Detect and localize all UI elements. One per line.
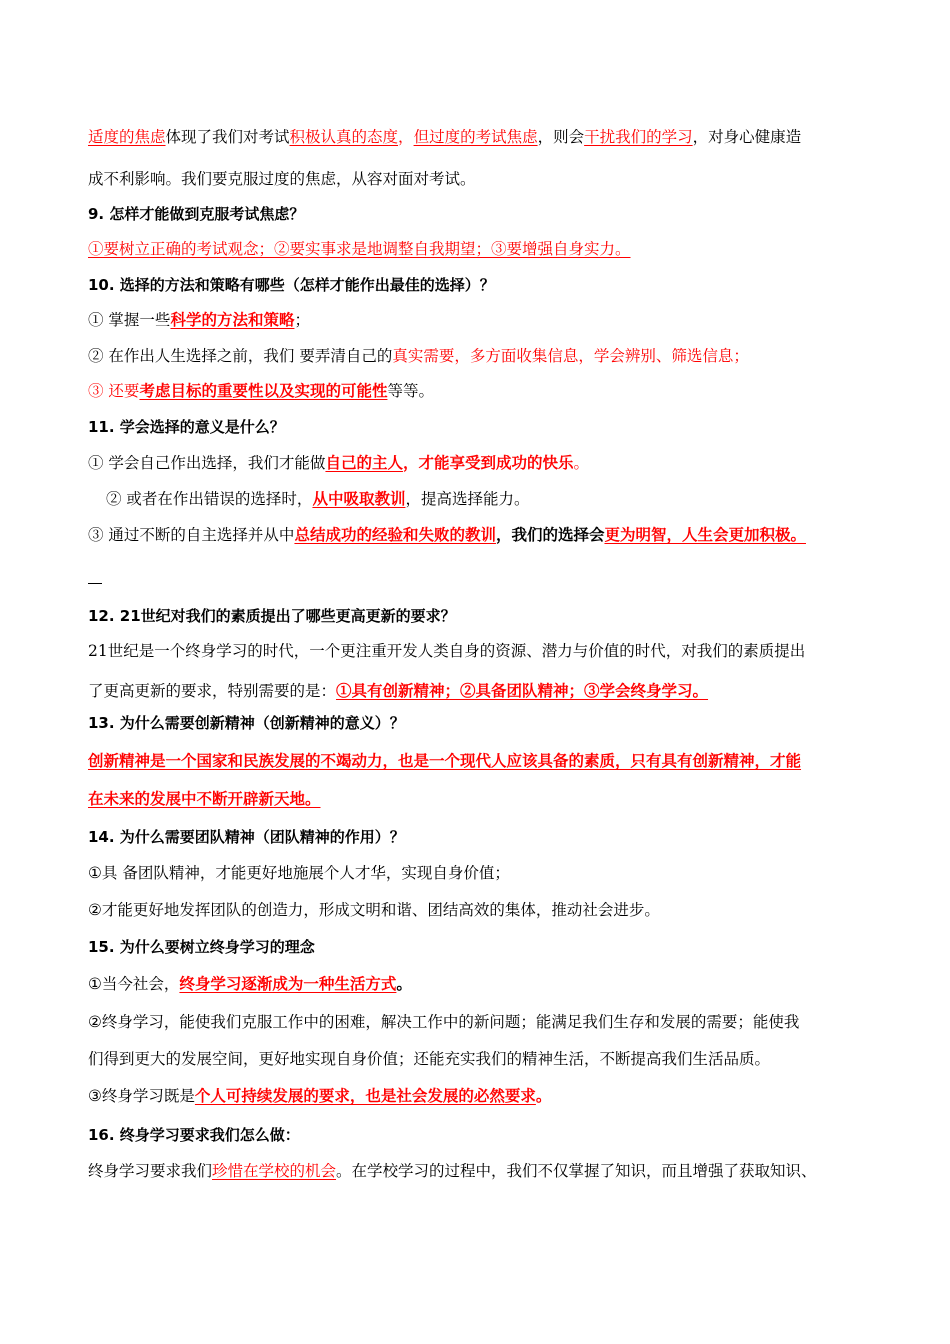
question-9: 9. 怎样才能做到克服考试焦虑？ — [88, 205, 305, 223]
body-text: ，对身心健康造 — [692, 128, 802, 146]
question-10: 10. 选择的方法和策略有哪些（怎样才能作出最佳的选择）？ — [88, 276, 495, 294]
answer-15-1: ①当今社会，终身学习逐渐成为一种生活方式。 — [88, 975, 412, 993]
highlight-text: 考虑目标的重要性以及实现的可能性 — [139, 381, 388, 400]
body-text: 体现了我们对考试 — [165, 128, 290, 146]
answer-16: 终身学习要求我们珍惜在学校的机会。在学校学习的过程中，我们不仅掌握了知识，而且增强了获取知识、 — [88, 1162, 817, 1180]
highlight-text: 积极认真的态度 — [289, 128, 399, 146]
highlight-text: 总结成功的经验和失败的教训 — [294, 525, 496, 544]
separator-dash — [88, 583, 102, 584]
answer-15-4: ③终身学习既是个人可持续发展的要求，也是社会发展的必然要求。 — [88, 1087, 552, 1105]
highlight-text: 但过度的考试焦虑 — [413, 128, 538, 146]
highlight-text: 自己的主人 — [325, 453, 403, 472]
highlight-text: ，才能享受到成功的快乐 — [402, 453, 574, 472]
paragraph-line: 成不利影响。我们要克服过度的焦虑，从容对面对考试。 — [88, 170, 476, 188]
question-12: 12. 21世纪对我们的素质提出了哪些更高更新的要求？ — [88, 607, 456, 625]
answer-12-2: 了更高更新的要求，特别需要的是：①具有创新精神；②具备团队精神；③学会终身学习。 — [88, 681, 709, 700]
highlight-text: 终身学习逐渐成为一种生活方式 — [179, 975, 397, 993]
question-13: 13. 为什么需要创新精神（创新精神的意义）？ — [88, 714, 405, 732]
answer-13-2: 在未来的发展中不断开辟新天地。 — [88, 790, 321, 808]
question-15: 15. 为什么要树立终身学习的理念 — [88, 938, 315, 956]
highlight-text: 个人可持续发展的要求，也是社会发展的必然要求 — [194, 1087, 536, 1105]
highlight-text: 科学的方法和策略 — [170, 310, 295, 329]
highlight-text: 珍惜在学校的机会 — [212, 1162, 337, 1180]
body-text: ，则会 — [537, 128, 585, 146]
paragraph-line — [88, 126, 801, 148]
highlight-text: 真实需要，多方面收集信息，学会辨别、筛选信息； — [392, 347, 749, 365]
punctuation: ， — [398, 128, 414, 146]
highlight-text: 更为明智，人生会更加积极。 — [604, 525, 806, 544]
highlight-text: 从中吸取教训 — [312, 489, 406, 508]
answer-10-2: ② 在作出人生选择之前，我们 要弄清自己的真实需要，多方面收集信息，学会辨别、筛选信息； — [88, 347, 749, 365]
answer-11-1: ① 学会自己作出选择，我们才能做自己的主人，才能享受到成功的快乐。 — [88, 453, 589, 472]
answer-13-1: 创新精神是一个国家和民族发展的不竭动力，也是一个现代人应该具备的素质，只有具有创新精神，才能 — [88, 752, 802, 770]
question-16: 16. 终身学习要求我们怎么做： — [88, 1126, 300, 1144]
answer-15-2: ②终身学习，能使我们克服工作中的困难，解决工作中的新问题；能满足我们生存和发展的需要；能使我 — [88, 1013, 800, 1031]
answer-15-3: 们得到更大的发展空间，更好地实现自身价值；还能充实我们的精神生活，不断提高我们生活品质。 — [88, 1050, 771, 1068]
question-11: 11. 学会选择的意义是什么？ — [88, 418, 285, 436]
highlight-text: ①具有创新精神；②具备团队精神；③学会终身学习。 — [336, 681, 709, 700]
answer-11-2: ② 或者在作出错误的选择时，从中吸取教训，提高选择能力。 — [106, 489, 530, 508]
answer-9: ①要树立正确的考试观念；②要实事求是地调整自我期望；③要增强自身实力。 — [88, 240, 631, 258]
answer-14-1: ①具 备团队精神，才能更好地施展个人才华，实现自身价值； — [88, 864, 510, 882]
answer-12-1: 21世纪是一个终身学习的时代，一个更注重开发人类自身的资源、潜力与价值的时代，对我们的素质提出 — [88, 642, 806, 660]
answer-14-2: ②才能更好地发挥团队的创造力，形成文明和谐、团结高效的集体，推动社会进步。 — [88, 901, 660, 919]
answer-10-3: ③ 还要考虑目标的重要性以及实现的可能性等等。 — [88, 381, 434, 400]
highlight-text: 干扰我们的学习 — [584, 128, 693, 146]
highlight-text: 适度的焦虑 — [88, 128, 166, 146]
answer-10-1: ① 掌握一些科学的方法和策略； — [88, 310, 310, 329]
question-14: 14. 为什么需要团队精神（团队精神的作用）？ — [88, 828, 405, 846]
answer-11-3: ③ 通过不断的自主选择并从中总结成功的经验和失败的教训，我们的选择会更为明智，人生会更加积极。 — [88, 525, 806, 544]
